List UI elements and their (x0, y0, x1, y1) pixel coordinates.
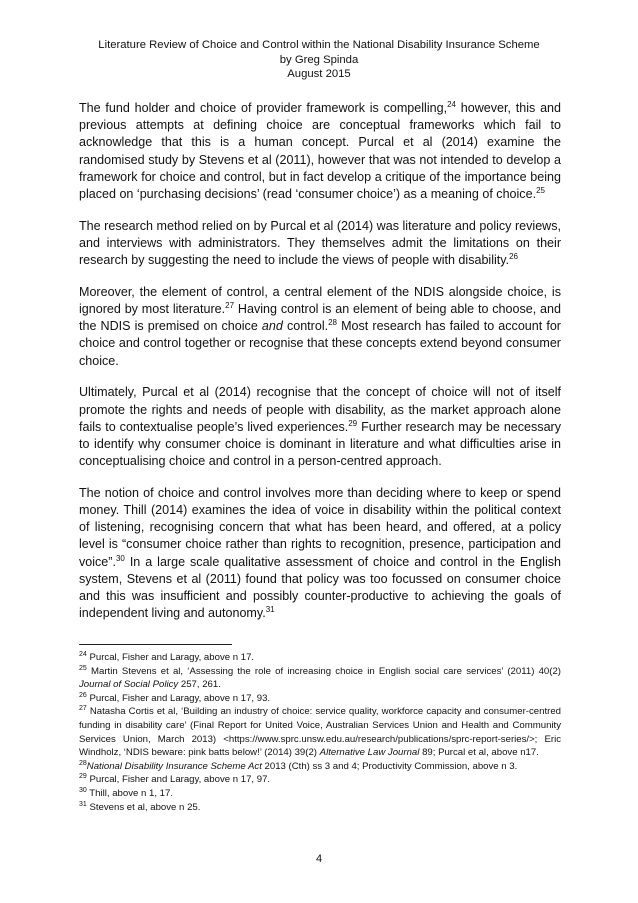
footnote-divider (79, 644, 232, 645)
footnote-ref[interactable]: 30 (115, 553, 125, 563)
footnote-ref[interactable]: 27 (225, 300, 235, 310)
paragraph-1: The fund holder and choice of provider framework is compelling,$^{24}$ however, this and previous attempts at defining choice are conceptual frameworks which fail to acknowledge that this is a human concept. Purcal et al (2014) examine the randomised study by Stevens et al (2011), however that was not intended to develop a framework for choice and control, but in fact develop a critique of the importance being placed on ‘purchasing decisions’ (read ‘consumer choice’) as a meaning of choice.$^{25}$ (79, 99, 561, 202)
header-author: by Greg Spinda (279, 53, 359, 66)
body-text (79, 100, 561, 637)
footnote-31: $^{31}$ Stevens et al, above n 25. (79, 800, 201, 813)
footnotes (79, 651, 561, 814)
footnote-26: $^{26}$ Purcal, Fisher and Laragy, above n 17, 93. (79, 691, 271, 704)
footnote-ref[interactable]: 29 (348, 418, 358, 428)
footnote-25: $^{25}$ Martin Stevens et al, ‘Assessing the role of increasing choice in English social care services’ (2011) 40(2) Journal of Social Policy 257, 261. (79, 664, 561, 691)
footnote-29: $^{29}$ Purcal, Fisher and Laragy, above n 17, 97. (79, 773, 271, 786)
paragraph-3: Moreover, the element of control, a central element of the NDIS alongside choice, is ignored by most literature.$^{27}$ Having control is an element of being able to choose, and the NDIS is premised on choice and control.$^{28}$ Most research has failed to account for choice and control together or recognise that these concepts extend beyond consumer choice. (79, 284, 561, 368)
footnote-24: $^{24}$ Purcal, Fisher and Laragy, above n 17. (79, 650, 255, 663)
footnote-ref[interactable]: 24 (447, 99, 456, 109)
footnote-ref[interactable]: 25 (536, 185, 545, 195)
paragraph-4: Ultimately, Purcal et al (2014) recognise that the concept of choice will not of itself promote the rights and needs of people with disability, as the market approach alone fails to contextualise people’s lived experiences.$^{29}$ Further research may be necessary to identify why consumer choice is dominant in literature and what difficulties arise in conceptualising choice and control in a person-centred approach. (79, 385, 561, 469)
footnote-ref[interactable]: 26 (509, 251, 519, 261)
footnote-28: $^{28}$National Disability Insurance Scheme Act 2013 (Cth) ss 3 and 4; Productivity Commission, above n 3. (79, 759, 518, 772)
footnote-30: $^{30}$ Thill, above n 1, 17. (79, 786, 174, 799)
footnote-ref[interactable]: 28 (328, 318, 337, 328)
running-header (0, 38, 638, 82)
footnote-ref[interactable]: 31 (265, 605, 275, 615)
paragraph-2: The research method relied on by Purcal et al (2014) was literature and policy reviews, and interviews with administrators. They themselves admit the limitations on their research by suggesting the need to include the views of people with disability.$^{26}$ (79, 218, 561, 268)
paragraph-5: The notion of choice and control involves more than deciding where to keep or spend money. Thill (2014) examines the idea of voice in disability within the political context of listening, recognising concern that what has been heard, and offered, at a policy level is “consumer choice rather than rights to recognition, presence, participation and voice”.$^{30}$ In a large scale qualitative assessment of choice and control in the English system, Stevens et al (2011) found that policy was too focussed on consumer choice and this was insufficient and possibly counter-productive to achieving the goals of independent living and autonomy.$^{31}$ (79, 485, 561, 621)
page-number: 4 (315, 853, 323, 865)
emphasis: and (261, 319, 283, 334)
header-title: Literature Review of Choice and Control within the National Disability Insurance Scheme (98, 39, 540, 51)
header-date: August 2015 (287, 68, 351, 80)
footnote-27: $^{27}$ Natasha Cortis et al, ‘Building an industry of choice: service quality, workforce capacity and consumer-centred funding in disability care’ (Final Report for United Voice, Australian Services Union and Health and Community Services Union, March 2013) <https://www.sprc.unsw.edu.au/research/publications/sprc-report-series/>; Eric Windholz, ‘NDIS beware: pink batts below!’ (2014) 39(2) Alternative Law Journal 89; Purcal et al, above n17. (79, 705, 561, 759)
